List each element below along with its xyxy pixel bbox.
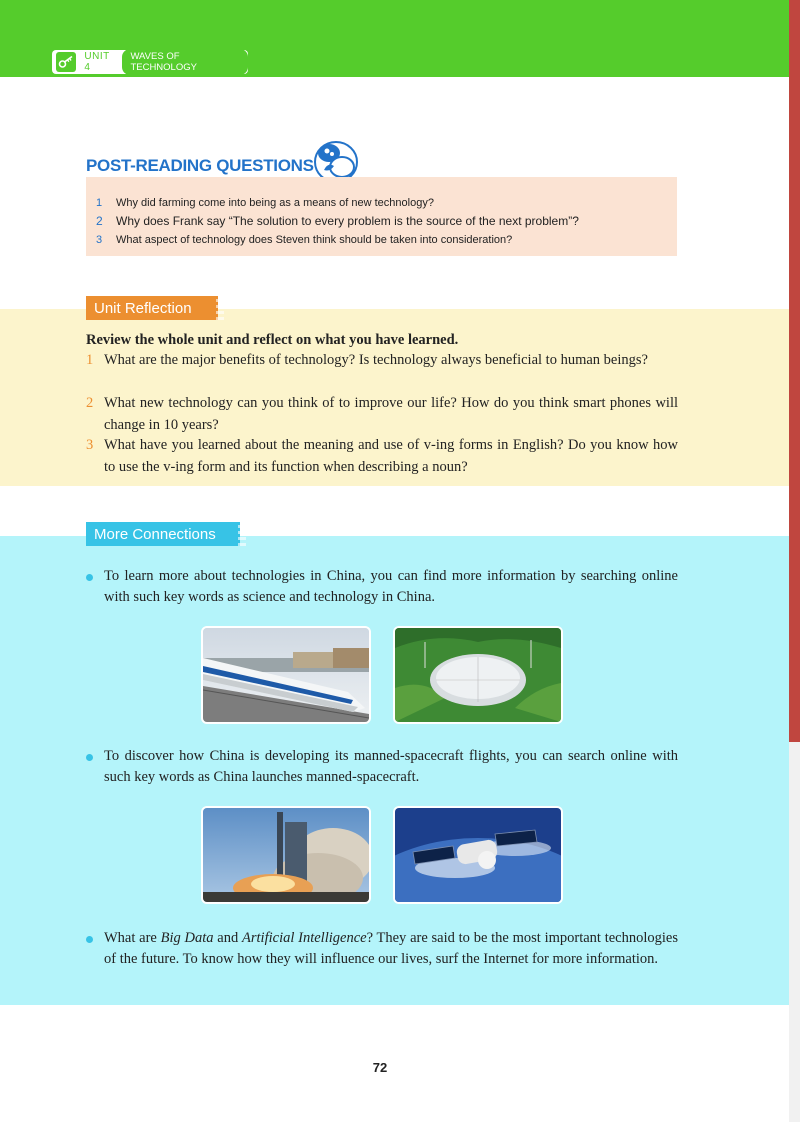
rocket-launch-photo (201, 806, 371, 904)
bullet-icon (86, 574, 93, 581)
key-icon (56, 52, 76, 72)
side-edge-grey (789, 742, 800, 1122)
question-text: Why does Frank say “The solution to every problem is the source of the next problem”? (116, 214, 579, 228)
reflection-text: What new technology can you think of to improve our life? How do you think smart phones will change in 10 years? (104, 395, 678, 433)
reflection-text: What are the major benefits of technology? Is technology always beneficial to human beings? (104, 352, 648, 368)
question-2 (96, 214, 579, 228)
question-number: 1 (96, 197, 103, 209)
reflection-number: 3 (86, 437, 94, 453)
connection-text (104, 928, 678, 970)
ai-term: Artificial Intelligence (242, 930, 367, 946)
side-edge-red (789, 0, 800, 742)
text-before: What are (104, 930, 161, 946)
bullet-icon (86, 936, 93, 943)
question-text: What aspect of technology does Steven think should be taken into consideration? (116, 234, 513, 246)
page-number: 72 (372, 1060, 388, 1075)
question-1 (96, 197, 434, 209)
text-after: ? They are said to be the most important technologies of the future. To know how they will influence our lives, surf the Internet for more information. (104, 930, 679, 967)
more-connections-tab (86, 522, 240, 546)
text-mid: and (213, 930, 243, 946)
reflection-text: What have you learned about the meaning and use of v-ing forms in English? Do you know how to use the v-ing form and its function when describing a noun? (104, 437, 678, 475)
unit-title: WAVES OF TECHNOLOGY (122, 49, 248, 75)
more-connections-tab-label: More Connections (94, 525, 216, 543)
question-3 (96, 234, 512, 246)
post-reading-title: POST-READING QUESTIONS (86, 156, 314, 175)
reflection-number: 1 (86, 352, 94, 368)
reflection-item-3 (86, 435, 678, 478)
question-number: 2 (96, 214, 103, 228)
reflection-number: 2 (86, 395, 94, 411)
fast-telescope-photo (393, 626, 563, 724)
connection-item-3 (86, 928, 678, 970)
question-number: 3 (96, 234, 103, 246)
bullet-icon (86, 754, 93, 761)
space-station-photo (393, 806, 563, 904)
unit-badge (52, 50, 248, 74)
unit-reflection-tab (86, 296, 218, 320)
connection-text: To learn more about technologies in China, you can find more information by searching online with such key words as science and technology in China. (104, 568, 678, 605)
big-data-term: Big Data (160, 930, 214, 946)
connection-text: To discover how China is developing its manned-spacecraft flights, you can search online with such key words as China launches manned-spacecraft. (104, 748, 678, 785)
reflection-item-1 (86, 350, 678, 372)
reflection-item-2 (86, 393, 678, 436)
connection-item-2 (86, 746, 678, 788)
unit-reflection-tab-label: Unit Reflection (94, 299, 192, 317)
unit-reflection-lead: Review the whole unit and reflect on what you have learned. (86, 332, 459, 348)
connection-item-1 (86, 566, 678, 608)
question-text: Why did farming come into being as a means of new technology? (116, 197, 434, 209)
unit-label: UNIT 4 (84, 51, 110, 73)
high-speed-train-photo (201, 626, 371, 724)
